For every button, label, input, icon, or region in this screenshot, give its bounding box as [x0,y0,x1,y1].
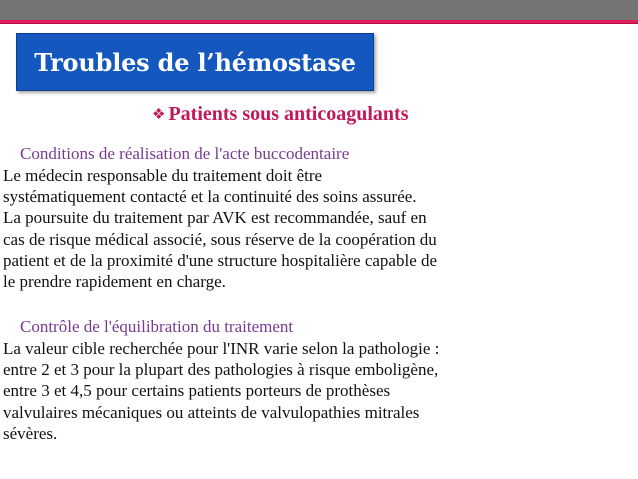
section-paragraph-controle [3,338,633,444]
paragraph-line: La poursuite du traitement par AVK est recommandée, sauf en [3,208,427,228]
bullet-heading [152,99,408,129]
section-heading-conditions: Conditions de réalisation de l'acte buccodentaire [20,144,350,163]
top-pink-stripe-shadow [0,23,638,24]
section-heading-controle: Contrôle de l'équilibration du traitement [20,317,294,336]
top-decorative-bar [0,0,638,22]
top-gray-band [0,0,638,20]
paragraph-line: valvulaires mécaniques ou atteints de valvulopathies mitrales [3,402,420,422]
paragraph-line: cas de risque médical associé, sous réserve de la coopération du [3,229,437,249]
section-paragraph-conditions [3,165,633,292]
paragraph-line: le prendre rapidement en charge. [3,272,226,292]
section-controle [3,316,633,444]
bullet-heading-text: Patients sous anticoagulants [168,102,409,125]
paragraph-line: entre 3 et 4,5 pour certains patients porteurs de prothèses [3,381,391,401]
section-conditions [3,143,633,292]
slide-title: Troubles de l’hémostase [34,47,356,77]
paragraph-line: La valeur cible recherchée pour l'INR varie selon la pathologie : [3,339,440,358]
diamond-bullet-icon: ❖ [152,105,166,123]
paragraph-line: systématiquement contacté et la continuité des soins assurée. [3,187,417,207]
paragraph-line: sévères. [3,423,58,443]
paragraph-line: Le médecin responsable du traitement doit être [3,166,323,185]
slide-title-box [16,33,374,91]
paragraph-line: patient et de la proximité d'une structure hospitalière capable de [3,250,438,270]
paragraph-line: entre 2 et 3 pour la plupart des pathologies à risque emboligène, [3,360,439,380]
